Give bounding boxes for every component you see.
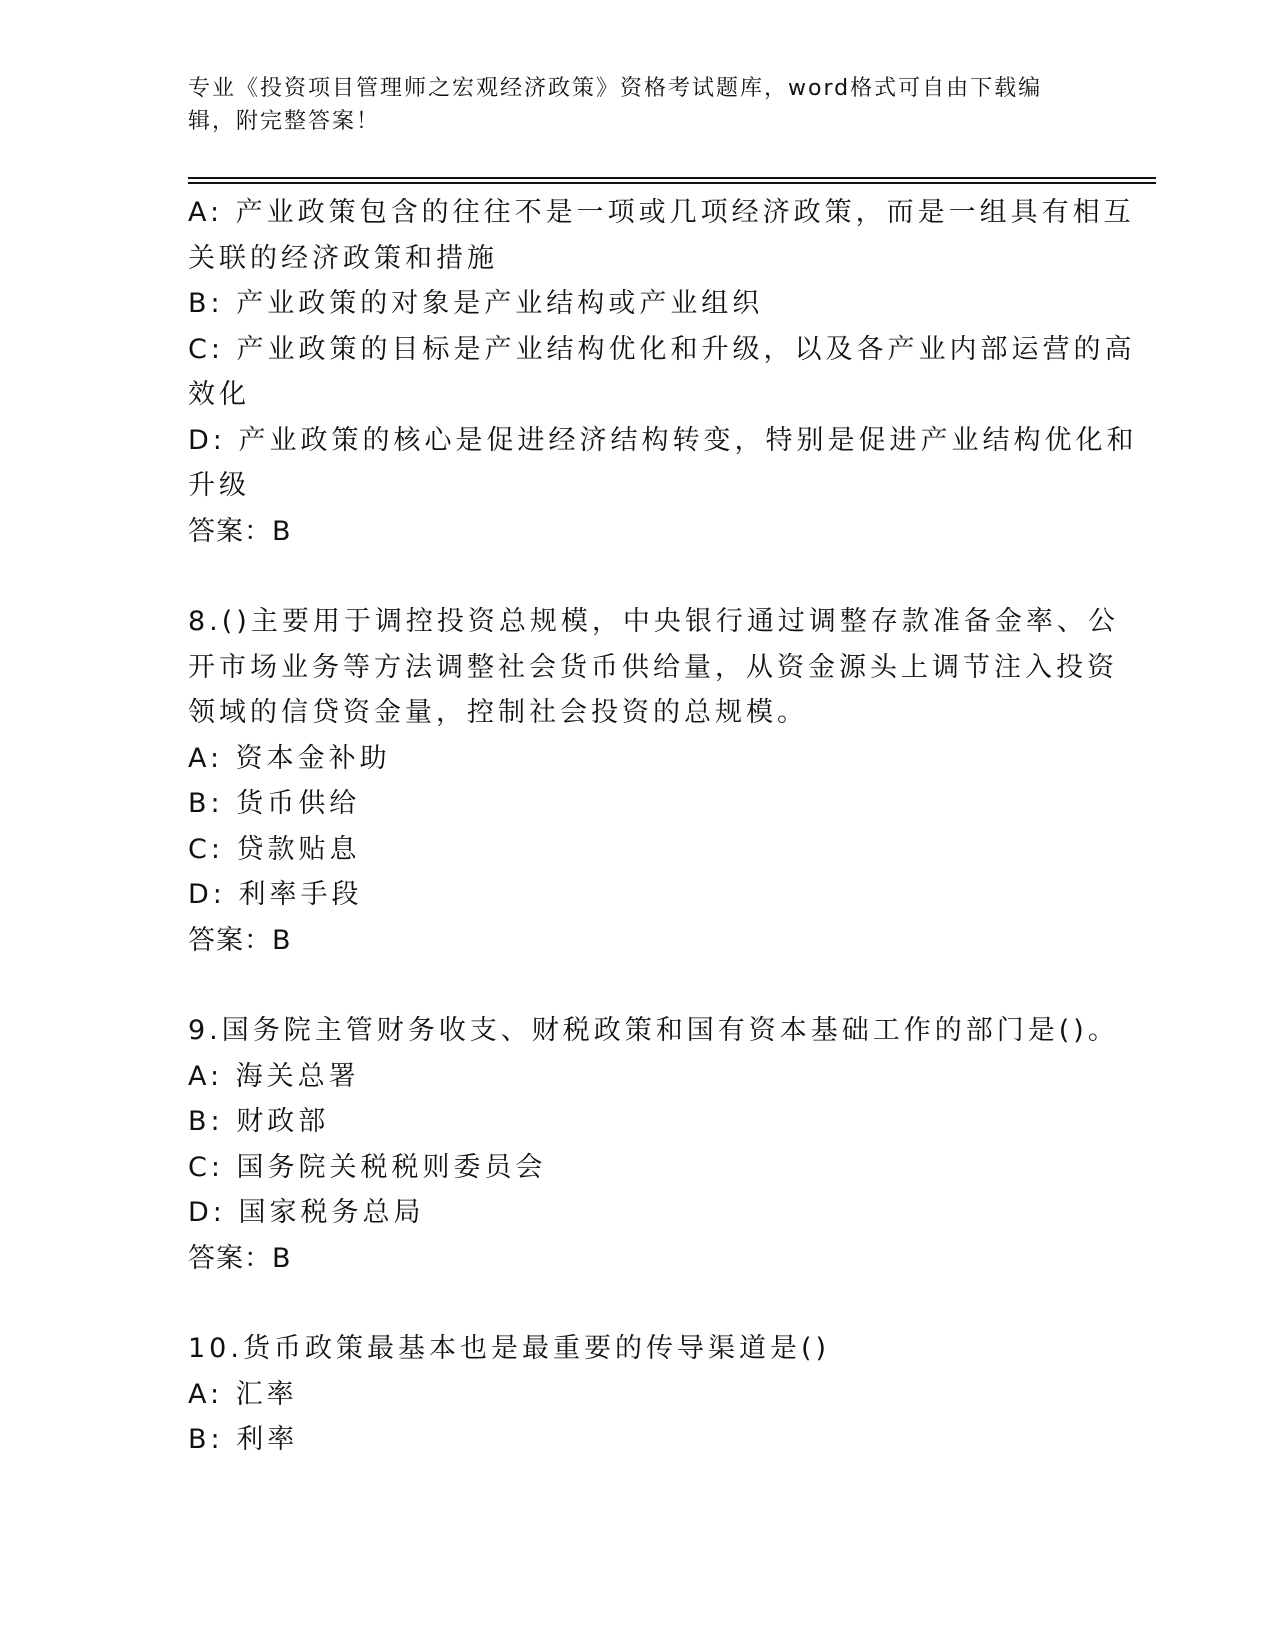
question-7 — [188, 190, 1138, 554]
option-d-line-1: D: 产业政策的核心是促进经济结构转变，特别是促进产业结构优化和 — [188, 424, 1138, 456]
question-stem: 10.货币政策最基本也是最重要的传导渠道是() — [188, 1333, 831, 1364]
option-a: A: 海关总署 — [188, 1060, 360, 1092]
option-b: B: 货币供给 — [188, 788, 361, 819]
option-b: B: 财政部 — [188, 1106, 330, 1137]
header-rule-bottom — [188, 182, 1156, 184]
question-stem-line-1: 8.()主要用于调控投资总规模，中央银行通过调整存款准备金率、公 — [188, 606, 1119, 637]
header-line-2: 辑，附完整答案！ — [188, 109, 381, 134]
spacer — [188, 963, 1088, 1008]
option-d: D: 国家税务总局 — [188, 1197, 425, 1228]
option-a: A: 汇率 — [188, 1378, 298, 1410]
option-c-line-1: C: 产业政策的目标是产业结构优化和升级，以及各产业内部运营的高 — [188, 333, 1136, 365]
option-b: B: 产业政策的对象是产业结构或产业组织 — [188, 288, 764, 319]
question-stem-line-2: 开市场业务等方法调整社会货币供给量，从资金源头上调节注入投资 — [188, 651, 1118, 683]
spacer — [188, 554, 1088, 599]
answer-label: 答案：B — [188, 924, 292, 956]
spacer — [188, 1281, 1088, 1326]
answer-label: 答案：B — [188, 515, 292, 547]
header-rule-top — [188, 177, 1156, 179]
document-header — [188, 72, 1068, 138]
option-d: D: 利率手段 — [188, 879, 363, 910]
option-c: C: 贷款贴息 — [188, 833, 361, 865]
question-9 — [188, 1008, 1119, 1281]
option-c-line-2: 效化 — [188, 379, 250, 410]
option-b: B: 利率 — [188, 1424, 299, 1455]
option-d-line-2: 升级 — [188, 470, 250, 501]
option-c: C: 国务院关税税则委员会 — [188, 1151, 547, 1183]
answer-label: 答案：B — [188, 1242, 292, 1274]
question-stem-line-3: 领域的信贷资金量，控制社会投资的总规模。 — [188, 697, 808, 728]
option-a-line-1: A: 产业政策包含的往往不是一项或几项经济政策，而是一组具有相互 — [188, 197, 1135, 228]
question-list — [188, 190, 1138, 1463]
question-10 — [188, 1326, 1088, 1463]
header-line-1: 专业《投资项目管理师之宏观经济政策》资格考试题库，word格式可自由下载编 — [188, 76, 1043, 101]
question-stem: 9.国务院主管财务收支、财税政策和国有资本基础工作的部门是()。 — [188, 1015, 1119, 1046]
question-8 — [188, 599, 1119, 963]
option-a: A: 资本金补助 — [188, 742, 391, 774]
option-a-line-2: 关联的经济政策和措施 — [188, 242, 498, 274]
